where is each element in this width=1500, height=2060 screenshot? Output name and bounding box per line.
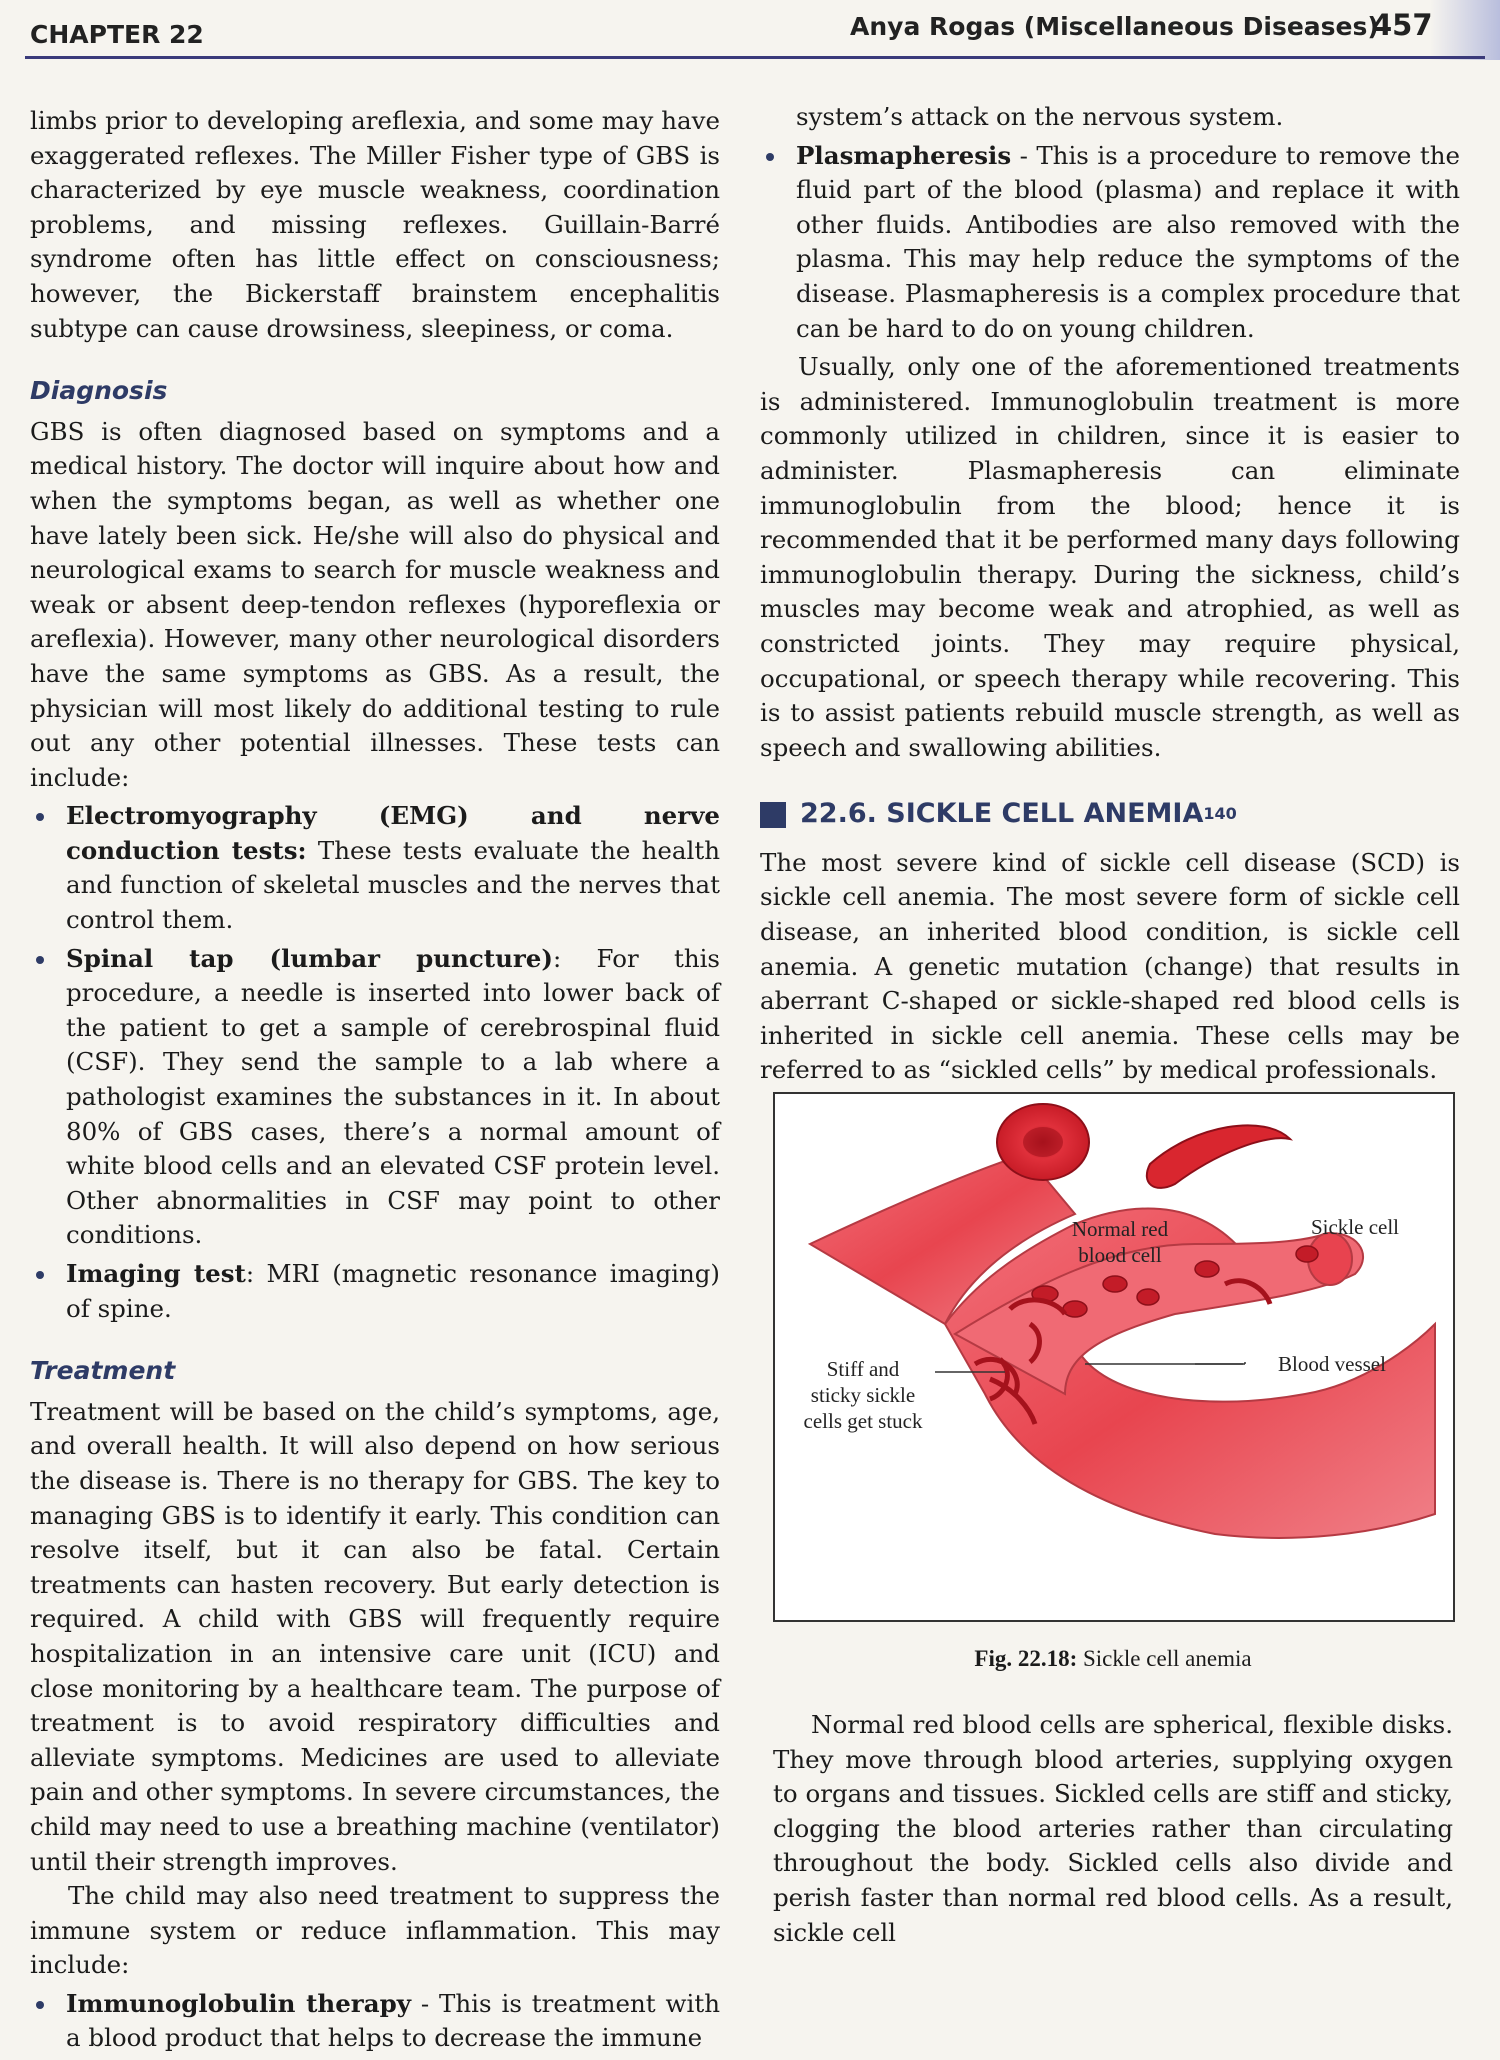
left-column	[30, 104, 720, 2060]
right-column-bottom	[773, 1708, 1453, 1950]
label-normal-cell	[1045, 1216, 1195, 1268]
plasma-text: This is a procedure to remove the fluid part of the blood (plasma) and replace it with other fluids. Antibodies are also removed with the plasma. This may help reduce the symptoms of the disease. Plasmapheresis is a complex procedure that can be hard to do on young children.	[796, 140, 1460, 343]
caption-text: Sickle cell anemia	[1077, 1646, 1252, 1671]
test-list	[30, 799, 720, 1326]
chapter-label: CHAPTER 22	[30, 20, 204, 49]
section-square-icon	[760, 802, 786, 828]
scd-paragraph: The most severe kind of sickle cell disease (SCD) is sickle cell anemia. The most severe form of sickle cell disease, an inherited blood condition, is sickle cell anemia. A genetic mutation (change) that results in aberrant C-shaped or sickle-shaped red blood cells is inherited in sickle cell anemia. These cells may be referred to as “sickled cells” by medical professionals.	[760, 847, 1460, 1085]
label-blood-vessel: Blood vessel	[1278, 1352, 1386, 1376]
label-stuck-cells	[793, 1356, 933, 1434]
test-text: These tests evaluate the health and function of skeletal muscles and the nerves that control them.	[66, 835, 720, 935]
treatment-paragraph-2: The child may also need treatment to suppress the immune system or reduce inflammation. This may include:	[30, 1881, 720, 1980]
plasma-sep: -	[1011, 140, 1028, 170]
label-stuck-line3: cells get stuck	[803, 1409, 923, 1433]
list-item	[30, 1257, 720, 1326]
plasma-term: Plasmapheresis	[796, 140, 1012, 170]
test-sep: :	[553, 943, 562, 973]
usually-paragraph: Usually, only one of the aforementioned treatments is administered. Immunoglobulin treatment is more commonly utilized in children, since it is easier to administer. Plasmapheresis can eliminate immunoglobulin from the blood; hence it is recommended that it be performed many days following immunoglobulin therapy. During the sickness, child’s muscles may become weak and atrophied, as well as constricted joints. They may require physical, occupational, or speech therapy while recovering. This is to assist patients rebuild muscle strength, as well as speech and swallowing abilities.	[760, 352, 1460, 762]
label-stuck-line2: sticky sickle	[810, 1383, 916, 1407]
test-term: Spinal tap (lumbar puncture)	[66, 943, 553, 973]
test-sep: :	[245, 1259, 255, 1288]
list-item	[30, 799, 720, 937]
list-item	[30, 942, 720, 1253]
sickle-cell-figure	[773, 1092, 1455, 1622]
test-term: Imaging test	[66, 1259, 246, 1288]
diagnosis-paragraph: GBS is often diagnosed based on symptoms and a medical history. The doctor will inquire about how and when the symptoms began, as well as whether one have lately been sick. He/she will also do physical and neurological exams to search for muscle weakness and weak or absent deep-tendon reflexes (hyporeflexia or areflexia). However, many other neurological disorders have the same symptoms as GBS. As a result, the physician will most likely do additional testing to rule out any other potential illnesses. These tests can include:	[30, 416, 720, 792]
label-normal-line2: blood cell	[1078, 1243, 1162, 1267]
header-band	[1430, 0, 1500, 60]
therapy-text: This is treatment with a blood product that helps to decrease the immune	[66, 1988, 720, 2053]
therapy-term: Immunoglobulin therapy	[66, 1988, 411, 2018]
treatment-paragraph: Treatment will be based on the child’s symptoms, age, and overall health. It will also depend on how serious the disease is. There is no therapy for GBS. The key to managing GBS is to identify it early. This condition can resolve itself, but it can also be fatal. Certain treatments can hasten recovery. But early detection is required. A child with GBS will frequently require hospitalization in an intensive care unit (ICU) and close monitoring by a healthcare team. The purpose of treatment is to avoid respiratory difficulties and alleviate symptoms. Medicines are used to alleviate pain and other symptoms. In severe circumstances, the child may need to use a breathing machine (ventilator) until their strength improves.	[30, 1396, 720, 1876]
intro-paragraph: limbs prior to developing areflexia, and some may have exaggerated reflexes. The Miller Fisher type of GBS is characterized by eye muscle weakness, coordination problems, and missing reflexes. Guillain-Barré syndrome often has little effect on consciousness; however, the Bickerstaff brainstem encephalitis subtype can cause drowsiness, sleepiness, or coma.	[30, 106, 720, 343]
label-sickle-cell: Sickle cell	[1310, 1215, 1400, 1239]
continued-text: system’s attack on the nervous system.	[796, 102, 1284, 131]
diagnosis-heading: Diagnosis	[30, 376, 168, 406]
page-header	[0, 0, 1500, 60]
therapy-sep: -	[410, 1988, 430, 2018]
right-column	[760, 100, 1460, 1088]
label-normal-line1: Normal red	[1071, 1217, 1169, 1241]
section-heading	[760, 797, 1460, 832]
test-text: MRI (magnetic resonance imaging) of spine.	[66, 1259, 720, 1323]
test-sep: :	[297, 835, 307, 865]
list-item	[760, 139, 1460, 347]
figure-caption	[773, 1646, 1453, 1672]
test-text: For this procedure, a needle is inserted into lower back of the patient to get a sample of cerebrospinal fluid (CSF). They send the sample to a lab where a pathologist examines the substances in it. In about 80% of GBS cases, there’s a normal amount of white blood cells and an elevated CSF protein level. Other abnormalities in CSF may point to other conditions.	[66, 943, 721, 1250]
section-title: 22.6. SICKLE CELL ANEMIA	[800, 798, 1204, 830]
plasma-list	[760, 139, 1460, 347]
list-item	[30, 1987, 720, 2056]
section-ref: 140	[1203, 804, 1237, 824]
normal-cells-paragraph: Normal red blood cells are spherical, flexible disks. They move through blood arteries, supplying oxygen to organs and tissues. Sickled cells are stiff and sticky, clogging the blood arteries rather than circulating throughout the body. Sickled cells also divide and perish faster than normal red blood cells. As a result, sickle cell	[773, 1710, 1453, 1947]
caption-number: Fig. 22.18:	[974, 1646, 1078, 1671]
treatment-heading: Treatment	[30, 1356, 176, 1386]
page-number: 457	[1372, 8, 1433, 42]
label-stuck-line1: Stiff and	[826, 1357, 900, 1381]
header-rule	[25, 56, 1485, 59]
therapy-list	[30, 1987, 720, 2056]
running-title: Anya Rogas (Miscellaneous Diseases)	[850, 12, 1379, 41]
test-term: Electromyography (EMG) and nerve conduction tests	[66, 801, 720, 865]
